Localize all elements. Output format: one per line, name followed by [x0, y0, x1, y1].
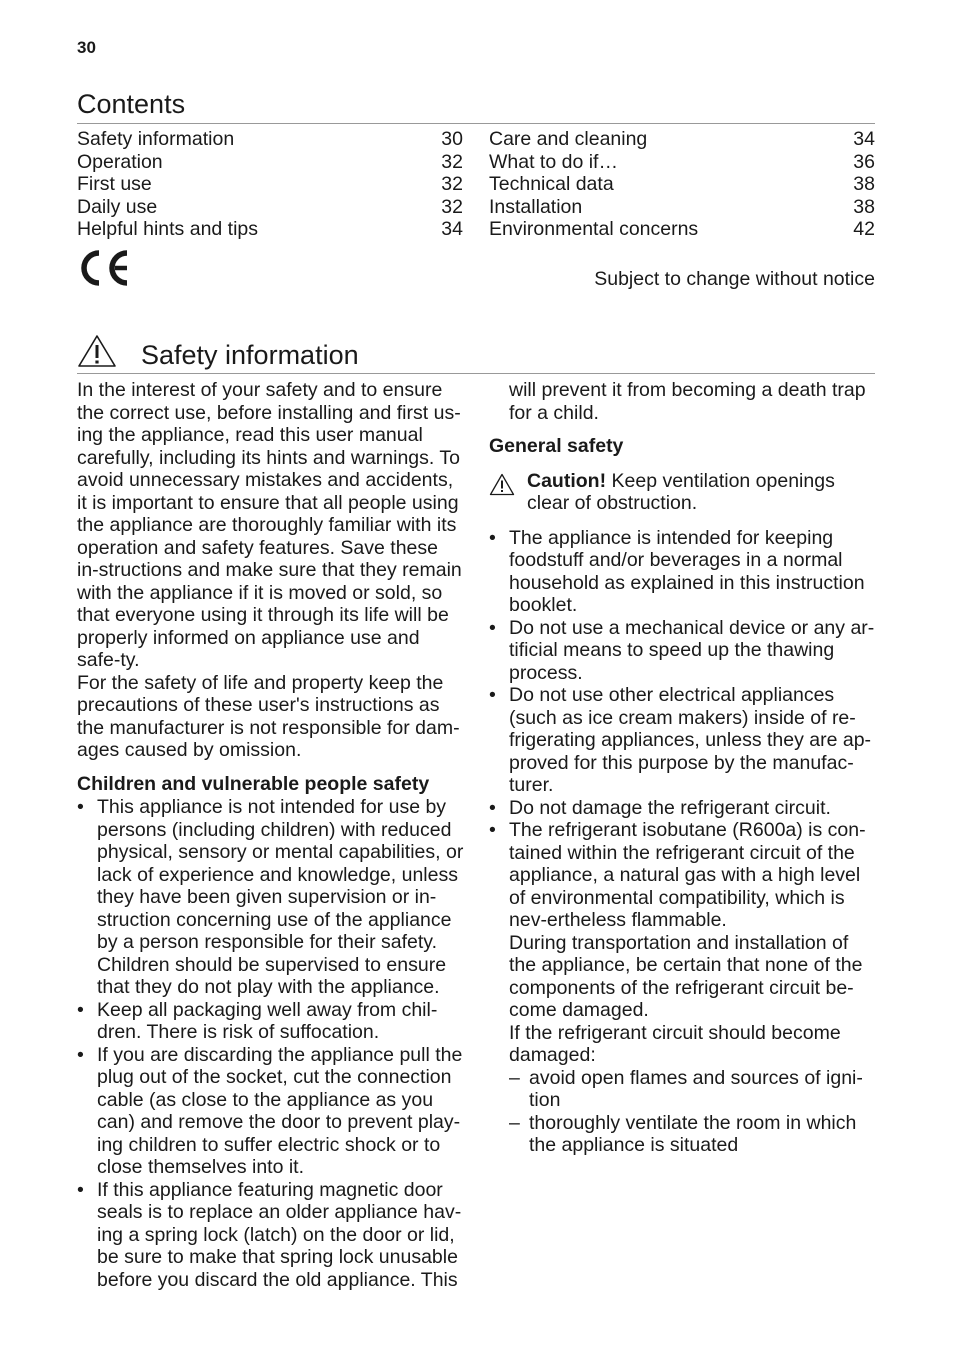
caution-icon [489, 473, 515, 496]
caution-note [489, 470, 877, 515]
toc-entry[interactable]: Care and cleaning 34 [489, 128, 875, 150]
change-notice: Subject to change without notice [594, 268, 875, 290]
sublist-item: – avoid open flames and sources of igni-tion [509, 1067, 877, 1112]
toc-right-column [489, 128, 875, 241]
continuation-text: will prevent it from becoming a death trap for a child. [509, 379, 866, 424]
section-title: Safety information [141, 340, 359, 370]
toc-entry[interactable]: What to do if… 36 [489, 150, 875, 173]
ce-mark-icon [77, 248, 131, 293]
children-safety-list [77, 796, 465, 1291]
list-item [489, 819, 877, 1157]
list-item: • Do not use a mechanical device or any ar-tificial means to speed up the thawing process. [489, 617, 877, 685]
section-divider [77, 373, 875, 374]
list-item: • If this appliance featuring magnetic door seals is to replace an older appliance hav-ing a spring lock (latch) on the door or lid, be sure to make that spring lock unusable before you discard the old appliance. This [77, 1179, 465, 1292]
list-item: • Do not damage the refrigerant circuit. [489, 797, 877, 820]
toc-entry[interactable]: Helpful hints and tips 34 [77, 218, 463, 240]
warning-triangle-icon [77, 334, 117, 373]
page-number: 30 [77, 38, 96, 57]
list-item: • If you are discarding the appliance pull the plug out of the socket, cut the connection cable (as close to the appliance as you can) and remove the door to prevent play-ing children to suffer electric shock or to close themselves into it. [77, 1044, 465, 1179]
toc-entry[interactable]: Installation 38 [489, 195, 875, 218]
toc-entry[interactable]: Environmental concerns 42 [489, 218, 875, 240]
toc-entry[interactable]: Technical data 38 [489, 173, 875, 195]
contents-divider [77, 123, 875, 124]
general-safety-heading: General safety [489, 435, 624, 457]
right-text-column [489, 379, 877, 1157]
list-item: • Keep all packaging well away from chil-dren. There is risk of suffocation. [77, 999, 465, 1044]
left-text-column [77, 379, 465, 1291]
general-safety-list [489, 527, 877, 1157]
toc-entry[interactable]: Daily use 32 [77, 195, 463, 218]
list-item: • The appliance is intended for keeping foodstuff and/or beverages in a normal household as explained in this instruction booklet. [489, 527, 877, 617]
intro-paragraph: For the safety of life and property keep the precautions of these user's instructions as the manufacturer is not responsible for dam-ages caused by omission. [77, 671, 460, 761]
list-item: • This appliance is not intended for use by persons (including children) with reduced physical, sensory or mental capabilities, or lack of experience and knowledge, unless they have been given supervision or in-struction concerning use of the appliance by a person responsible for their safety. Children should be supervised to ensure that they do not play with the appliance. [77, 796, 465, 999]
intro-paragraph: In the interest of your safety and to ensure the correct use, before installing and first us-ing the appliance, read this user manual carefully, including its hints and warnings. To avoid unnecessary mistakes and accidents, it is important to ensure that all people using the appliance are thoroughly familiar with its operation and safety features. Save these in-structions and make sure that they remain with the appliance if it is moved or sold, so that everyone using it through its life will be properly informed on appliance use and safe-ty. [77, 379, 462, 671]
caution-text: Keep ventilation openings clear of obstruction. [527, 469, 835, 514]
transport-text: During transportation and installation of the appliance, be certain that none of the components of the refrigerant circuit be-come damaged. [509, 931, 863, 1021]
list-item: • Do not use other electrical appliances (such as ice cream makers) inside of re-frigerating appliances, unless they are ap-proved for this purpose by the manufac-turer. [489, 684, 877, 797]
refrigerant-text: • The refrigerant isobutane (R600a) is con-tained within the refrigerant circuit of the appliance, a natural gas with a high level of environmental compatibility, which is nev-ertheless flammable. [509, 819, 866, 931]
contents-title: Contents [77, 89, 186, 119]
toc-entry[interactable]: Safety information 30 [77, 128, 463, 150]
toc-entry[interactable]: Operation 32 [77, 150, 463, 173]
caution-label: Caution! [527, 469, 607, 492]
damaged-sublist [509, 1067, 877, 1157]
toc-left-column [77, 128, 463, 241]
sublist-item: – thoroughly ventilate the room in which the appliance is situated [509, 1112, 877, 1157]
children-safety-heading: Children and vulnerable people safety [77, 772, 430, 795]
toc-entry[interactable]: First use 32 [77, 173, 463, 195]
damaged-text: If the refrigerant circuit should become damaged: [509, 1021, 841, 1066]
